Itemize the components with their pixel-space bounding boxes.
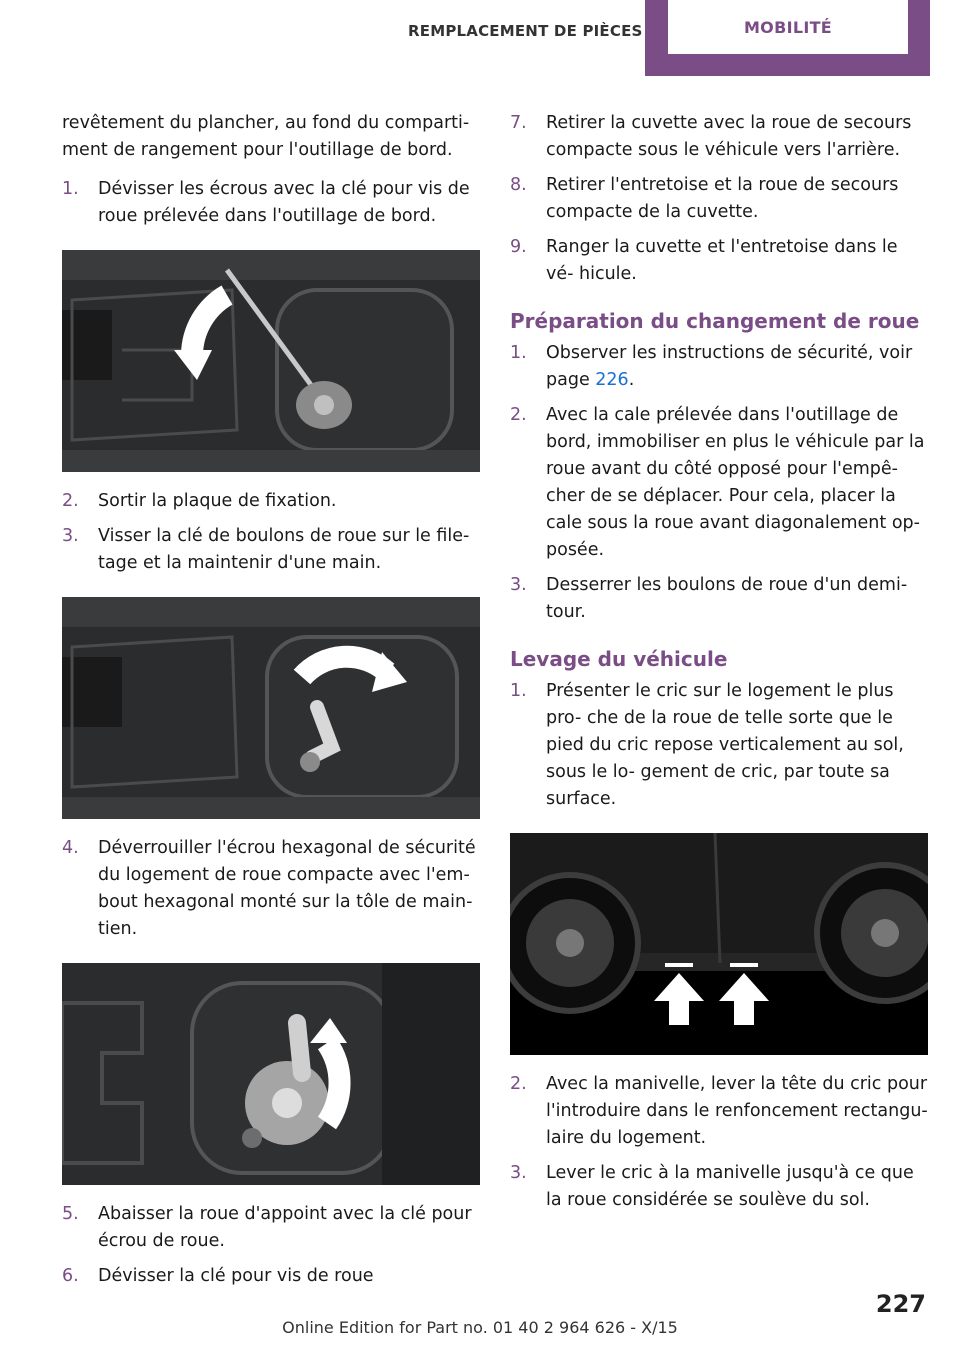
illustration-jack-points xyxy=(510,833,928,1055)
left-column xyxy=(62,110,480,1290)
step-text-part: Observer les instructions de sécurité, voir page xyxy=(546,343,913,390)
step-text: Visser la clé de boulons de roue sur le file- tage et la maintenir d'une main. xyxy=(98,526,470,573)
step-text: Lever le cric à la manivelle jusqu'à ce que la roue considérée se soulève du sol. xyxy=(546,1163,914,1210)
illustration-hex-nut xyxy=(62,963,480,1185)
list-item xyxy=(510,234,928,288)
step-number: 3. xyxy=(510,575,527,595)
step-text: Retirer l'entretoise et la roue de secours compacte de la cuvette. xyxy=(546,175,899,222)
step-text: Déverrouiller l'écrou hexagonal de sécurité du logement de roue compacte avec l'em- bout hexagonal monté sur la tôle de main- tien. xyxy=(98,838,476,939)
step-number: 5. xyxy=(62,1204,79,1224)
chapter-tab-label: MOBILITÉ xyxy=(743,17,833,37)
step-text: Dévisser la clé pour vis de roue xyxy=(98,1266,374,1286)
page-reference-link[interactable]: 226 xyxy=(595,370,629,390)
step-number: 2. xyxy=(62,491,79,511)
step-text: Avec la manivelle, lever la tête du cric pour l'introduire dans le renfoncement rectangu- laire du logement. xyxy=(546,1074,928,1148)
step-number: 1. xyxy=(510,343,527,363)
list-item xyxy=(510,1160,928,1214)
footer-edition: Online Edition for Part no. 01 40 2 964 626 - X/15 xyxy=(282,1318,678,1337)
step-text-part: . xyxy=(628,370,635,390)
step-number: 2. xyxy=(510,405,527,425)
section-heading-lifting: Levage du véhicule xyxy=(510,647,728,671)
list-item xyxy=(510,572,928,626)
section-title: REMPLACEMENT DE PIÈCES xyxy=(408,22,643,40)
list-item xyxy=(510,678,928,813)
list-item xyxy=(62,1201,480,1255)
list-item xyxy=(62,488,480,515)
step-text xyxy=(546,340,928,394)
step-text: Desserrer les boulons de roue d'un demi- tour. xyxy=(546,575,908,622)
list-item xyxy=(510,172,928,226)
list-item xyxy=(510,340,928,394)
list-item xyxy=(62,1263,480,1290)
list-item xyxy=(62,835,480,943)
step-number: 8. xyxy=(510,175,527,195)
step-number: 9. xyxy=(510,237,527,257)
step-number: 4. xyxy=(62,838,79,858)
step-number: 6. xyxy=(62,1266,79,1286)
step-number: 7. xyxy=(510,113,527,133)
step-number: 2. xyxy=(510,1074,527,1094)
step-text: Présenter le cric sur le logement le plus pro- che de la roue de telle sorte que le pied du cric repose verticalement au sol, sous le lo- gement de cric, par toute sa surface. xyxy=(546,681,904,809)
step-number: 3. xyxy=(62,526,79,546)
step-number: 1. xyxy=(510,681,527,701)
list-item xyxy=(510,1071,928,1152)
section-heading-preparation: Préparation du changement de roue xyxy=(510,309,920,333)
illustration-screw-wrench xyxy=(62,597,480,819)
step-text: Ranger la cuvette et l'entretoise dans le vé- hicule. xyxy=(546,237,898,284)
list-item xyxy=(62,176,480,230)
step-text: Retirer la cuvette avec la roue de secours compacte sous le véhicule vers l'arrière. xyxy=(546,113,912,160)
right-column xyxy=(510,110,928,1214)
step-text: Sortir la plaque de fixation. xyxy=(98,491,337,511)
page-number: 227 xyxy=(875,1290,926,1318)
step-text: Avec la cale prélevée dans l'outillage de bord, immobiliser en plus le véhicule par la roue avant du côté opposé pour l'empê- cher de se déplacer. Pour cela, placer la cale sous la roue avant diagonalement op- posée. xyxy=(546,405,925,560)
list-item xyxy=(510,110,928,164)
list-item xyxy=(510,402,928,564)
intro-paragraph: revêtement du plancher, au fond du comparti- ment de rangement pour l'outillage de bord. xyxy=(62,113,470,160)
step-text: Dévisser les écrous avec la clé pour vis de roue prélevée dans l'outillage de bord. xyxy=(98,179,470,226)
step-number: 1. xyxy=(62,179,79,199)
illustration-loosen-nuts xyxy=(62,250,480,472)
list-item xyxy=(62,523,480,577)
chapter-tab[interactable] xyxy=(645,0,930,76)
step-text: Abaisser la roue d'appoint avec la clé pour écrou de roue. xyxy=(98,1204,472,1251)
step-number: 3. xyxy=(510,1163,527,1183)
